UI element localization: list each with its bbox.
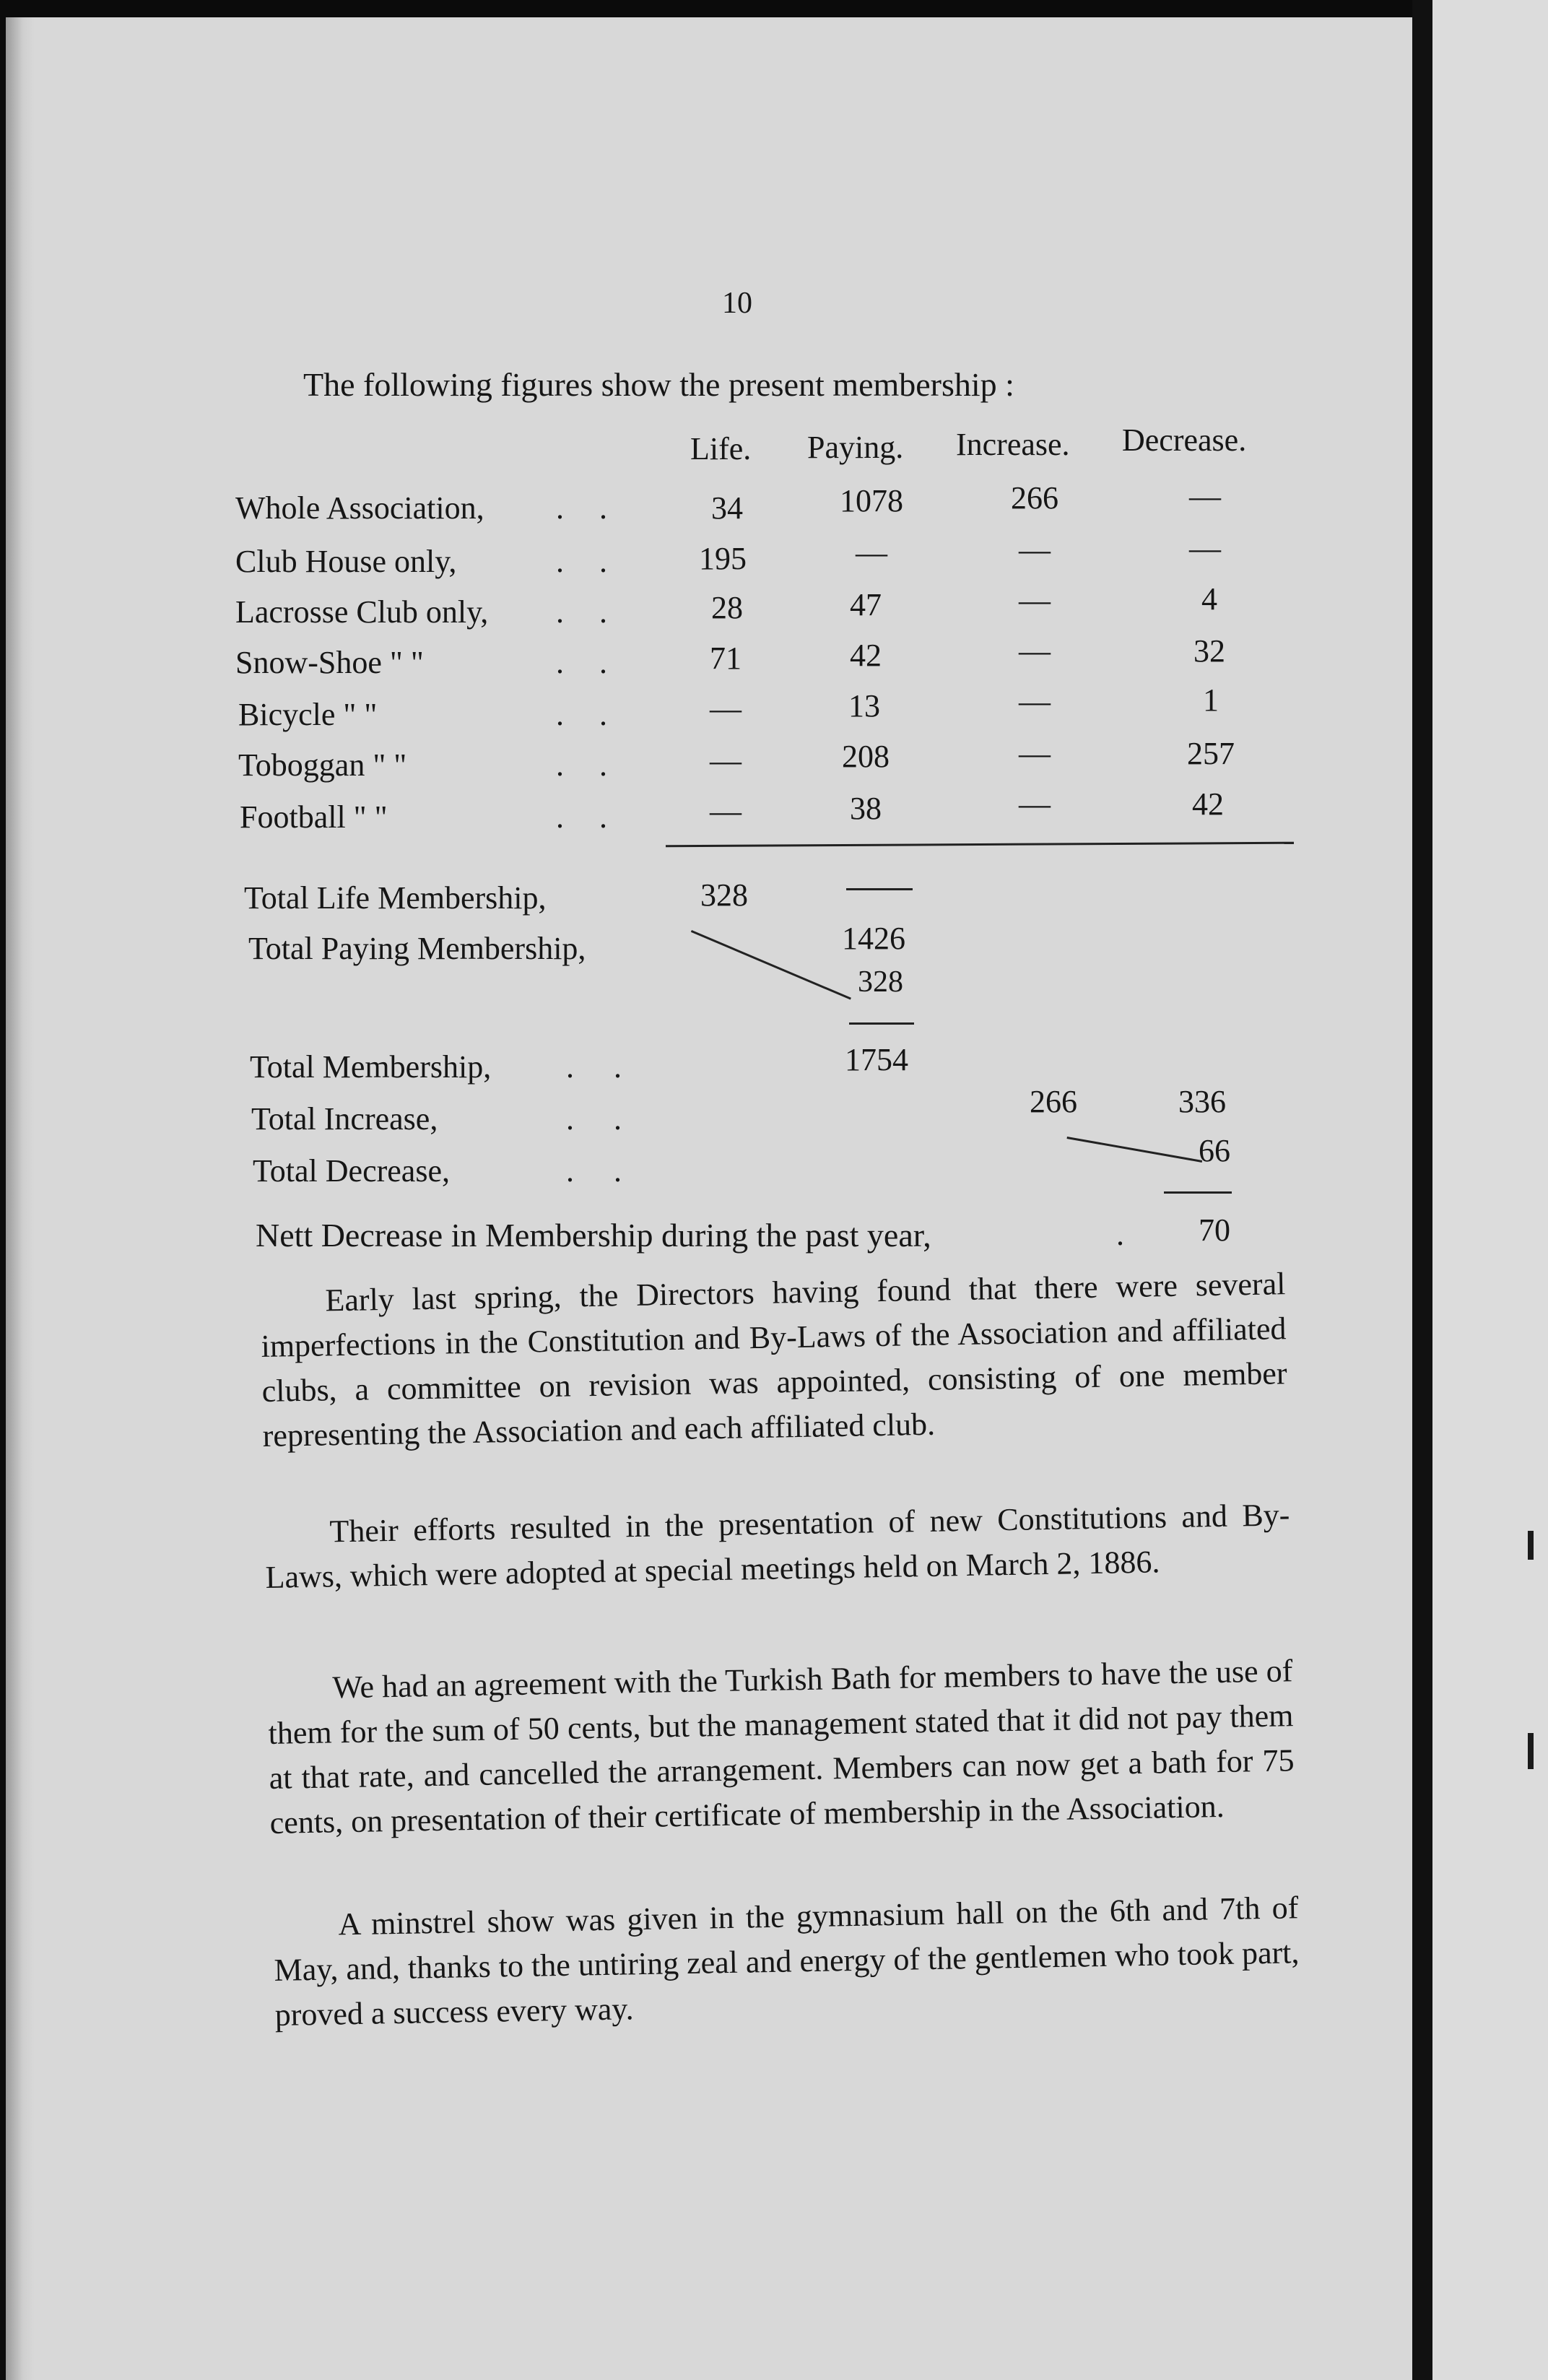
row-dots: . . bbox=[556, 799, 607, 835]
table-intro: The following figures show the present membership : bbox=[303, 366, 1014, 403]
page-edge-shadow bbox=[6, 17, 35, 2380]
facing-page-edge bbox=[1432, 0, 1548, 2380]
header-life: Life. bbox=[690, 431, 752, 466]
life-value: 34 bbox=[711, 490, 743, 526]
total-membership-label: Total Membership, bbox=[250, 1049, 492, 1085]
header-increase: Increase. bbox=[956, 427, 1070, 462]
paragraph: Their efforts resulted in the presentation of new Constitutions and By-Laws, which were adopted at special meetings held on March 2, 1886. bbox=[265, 1497, 1290, 1595]
row-dots: . . bbox=[556, 544, 607, 579]
total-increase-dots: . . bbox=[566, 1101, 622, 1137]
decrease-carry-stroke bbox=[1066, 1137, 1202, 1163]
total-decrease-carry: 66 bbox=[1199, 1133, 1230, 1168]
header-decrease: Decrease. bbox=[1122, 422, 1247, 458]
increase-value: — bbox=[1019, 633, 1051, 669]
increase-value: — bbox=[1019, 786, 1051, 822]
row-dots: . . bbox=[556, 645, 607, 680]
increase-value: — bbox=[1019, 532, 1051, 568]
paragraph: A minstrel show was given in the gymnasium hall on the 6th and 7th of May, and, thanks to the untiring zeal and energy of the gentlemen who took part, proved a success every way. bbox=[274, 1890, 1300, 2033]
paying-value: 38 bbox=[850, 791, 882, 826]
row-dots: . . bbox=[556, 490, 607, 526]
page-number: 10 bbox=[722, 287, 752, 320]
row-label: Toboggan " " bbox=[238, 747, 407, 783]
paying-value: — bbox=[856, 535, 887, 570]
paying-value: 1078 bbox=[840, 483, 903, 518]
book-page bbox=[6, 17, 1432, 2380]
total-increase-label: Total Increase, bbox=[251, 1101, 438, 1137]
paying-value: 208 bbox=[842, 739, 890, 774]
increase-value: 266 bbox=[1011, 480, 1058, 516]
decrease-value: — bbox=[1189, 479, 1221, 514]
paying-value: 13 bbox=[848, 688, 880, 724]
increase-value: — bbox=[1019, 736, 1051, 771]
nett-decrease-dot: . bbox=[1116, 1217, 1124, 1252]
row-label: Snow-Shoe " " bbox=[235, 645, 424, 680]
decrease-value: — bbox=[1189, 531, 1221, 566]
facing-page-mark bbox=[1528, 1531, 1534, 1560]
decrease-value: 257 bbox=[1187, 736, 1235, 771]
total-paying-label: Total Paying Membership, bbox=[248, 931, 586, 966]
total-paying-carry: 328 bbox=[858, 965, 903, 999]
paying-total-rule bbox=[846, 888, 913, 890]
life-value: — bbox=[710, 794, 742, 829]
life-value: — bbox=[710, 743, 742, 778]
table-rule bbox=[666, 842, 1294, 848]
row-label: Club House only, bbox=[235, 544, 457, 579]
paying-value: 42 bbox=[850, 638, 882, 673]
paragraph: We had an agreement with the Turkish Bath for members to have the use of them for the sum of 50 cents, but the management stated that it did not pay them at that rate, and cancelled the arrangement. Members can now get a bath for 75 cents, on presentation of their certificate of membership in the Association. bbox=[268, 1653, 1295, 1841]
total-membership-value: 1754 bbox=[845, 1042, 908, 1077]
row-label: Football " " bbox=[240, 799, 388, 835]
total-life-label: Total Life Membership, bbox=[244, 880, 547, 916]
row-dots: . . bbox=[556, 594, 607, 630]
total-life-value: 328 bbox=[700, 877, 748, 913]
facing-page-mark bbox=[1528, 1733, 1534, 1769]
membership-sum-rule bbox=[849, 1022, 914, 1025]
paying-carry-stroke bbox=[691, 930, 851, 1000]
nett-decrease-label: Nett Decrease in Membership during the past year, bbox=[256, 1217, 931, 1254]
total-decrease-sum: 336 bbox=[1178, 1084, 1226, 1119]
row-label: Lacrosse Club only, bbox=[235, 594, 489, 630]
row-label: Whole Association, bbox=[235, 490, 484, 526]
increase-value: — bbox=[1019, 684, 1051, 719]
total-increase-value: 266 bbox=[1030, 1084, 1077, 1119]
decrease-value: 42 bbox=[1192, 786, 1224, 822]
life-value: 71 bbox=[710, 640, 742, 676]
life-value: 28 bbox=[711, 590, 743, 625]
nett-decrease-value: 70 bbox=[1199, 1212, 1230, 1248]
row-label: Bicycle " " bbox=[238, 697, 378, 732]
paragraph: Early last spring, the Directors having found that there were several imperfections in the Constitution and By-Laws of the Association and affiliated clubs, a committee on revision was appointed, consisting of one member representing the Association and each affiliated club. bbox=[261, 1266, 1287, 1454]
life-value: 195 bbox=[699, 541, 747, 576]
row-dots: . . bbox=[556, 697, 607, 732]
total-membership-dots: . . bbox=[566, 1049, 622, 1085]
nett-sum-rule bbox=[1164, 1191, 1232, 1194]
total-decrease-label: Total Decrease, bbox=[253, 1153, 450, 1189]
paying-value: 47 bbox=[850, 587, 882, 622]
life-value: — bbox=[710, 691, 742, 726]
header-paying: Paying. bbox=[807, 430, 904, 465]
decrease-value: 4 bbox=[1201, 581, 1217, 617]
increase-value: — bbox=[1019, 583, 1051, 618]
row-dots: . . bbox=[556, 747, 607, 783]
total-paying-value: 1426 bbox=[842, 921, 905, 956]
total-decrease-dots: . . bbox=[566, 1153, 622, 1189]
decrease-value: 1 bbox=[1203, 682, 1219, 718]
decrease-value: 32 bbox=[1193, 633, 1225, 669]
